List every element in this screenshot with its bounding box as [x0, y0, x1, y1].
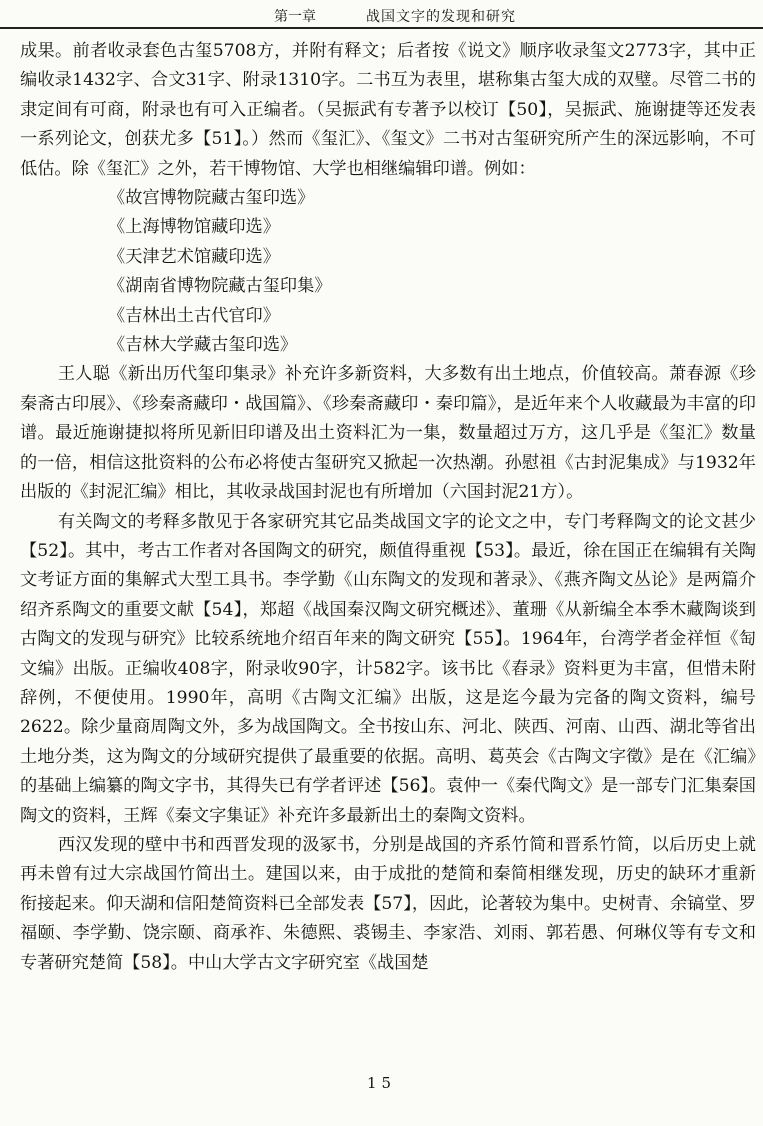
list-item: 《故宫博物院藏古玺印选》 — [108, 188, 315, 209]
running-header — [0, 0, 763, 30]
paragraph-pottery-inscriptions: 有关陶文的考释多散见于各家研究其它品类战国文字的论文之中，专门考释陶文的论文甚少【52】。其中，考古工作者对各国陶文的研究，颇值得重视【53】。最近，徐在国正在编辑有关陶文考证方面的集解式大型工具书。李学勤《山东陶文的发现和著录》、《燕齐陶文丛论》是两篇介绍齐系陶文的重要文献【54】，郑超《战国秦汉陶文研究概述》、董珊《从新编全本季木藏陶谈到古陶文的发现与研究》比较系统地介绍百年来的陶文研究【55】。1964年，台湾学者金祥恒《匋文编》出版。正编收408字，附录收90字，计582字。该书比《舂录》资料更为丰富，但惜未附辞例，不便使用。1990年，高明《古陶文汇编》出版，这是迄今最为完备的陶文资料，编号2622。除少量商周陶文外，多为战国陶文。全书按山东、河北、陕西、河南、山西、湖北等省出土地分类，这为陶文的分域研究提供了最重要的依据。高明、葛英会《古陶文字徵》是在《汇编》的基础上编纂的陶文字书，其得失已有学者评述【56】。袁仲一《秦代陶文》是一部专门汇集秦国陶文的资料，王辉《秦文字集证》补充许多最新出土的秦陶文资料。 — [20, 511, 756, 826]
paragraph-seal-collections: 王人聪《新出历代玺印集录》补充许多新资料，大多数有出土地点，价值较高。萧春源《珍秦斋古印展》、《珍秦斋藏印・战国篇》、《珍秦斋藏印・秦印篇》，是近年来个人收藏最为丰富的印谱。最近施谢捷拟将所见新旧印谱及出土资料汇为一集，数量超过万方，这几乎是《玺汇》数量的一倍，相信这批资料的公布必将使古玺研究又掀起一次热潮。孙慰祖《古封泥集成》与1932年出版的《封泥汇编》相比，其收录战国封泥也有所增加（六国封泥21方）。 — [20, 364, 756, 503]
list-item: 《天津艺术馆藏印选》 — [108, 246, 280, 267]
page-body — [20, 37, 756, 978]
seal-catalog-list — [20, 184, 756, 360]
list-item: 《湖南省博物院藏古玺印集》 — [108, 276, 332, 297]
chapter-title: 战国文字的发现和研究 — [366, 9, 516, 25]
list-item: 《上海博物馆藏印选》 — [108, 217, 280, 238]
list-item: 《吉林出土古代官印》 — [108, 305, 280, 326]
list-item: 《吉林大学藏古玺印选》 — [108, 335, 298, 356]
header-rule — [0, 27, 763, 29]
page-number: 15 — [366, 1074, 397, 1092]
paragraph-bamboo-slips: 西汉发现的壁中书和西晋发现的汲冢书，分别是战国的齐系竹简和晋系竹简，以后历史上就再未曾有过大宗战国竹简出土。建国以来，由于成批的楚简和秦简相继发现，历史的缺环才重新衔接起来。仰天湖和信阳楚简资料已全部发表【57】，因此，论著较为集中。史树青、余镐堂、罗福颐、李学勤、饶宗颐、商承祚、朱德熙、裘锡圭、李家浩、刘雨、郭若愚、何琳仪等有专文和专著研究楚简【58】。中山大学古文字研究室《战国楚 — [20, 834, 756, 973]
chapter-label: 第一章 — [274, 9, 316, 25]
paragraph-continued: 成果。前者收录套色古玺5708方，并附有释文；后者按《说文》顺序收录玺文2773字，其中正编收录1432字、合文31字、附录1310字。二书互为表里，堪称集古玺大成的双璧。尽管二书的隶定间有可商，附录也有可入正编者。（吴振武有专著予以校订【50】，吴振武、施谢捷等还发表一系列论文，创获尤多【51】。）然而《玺汇》、《玺文》二书对古玺研究所产生的深远影响，不可低估。除《玺汇》之外，若干博物馆、大学也相继编辑印谱。例如： — [20, 41, 756, 179]
